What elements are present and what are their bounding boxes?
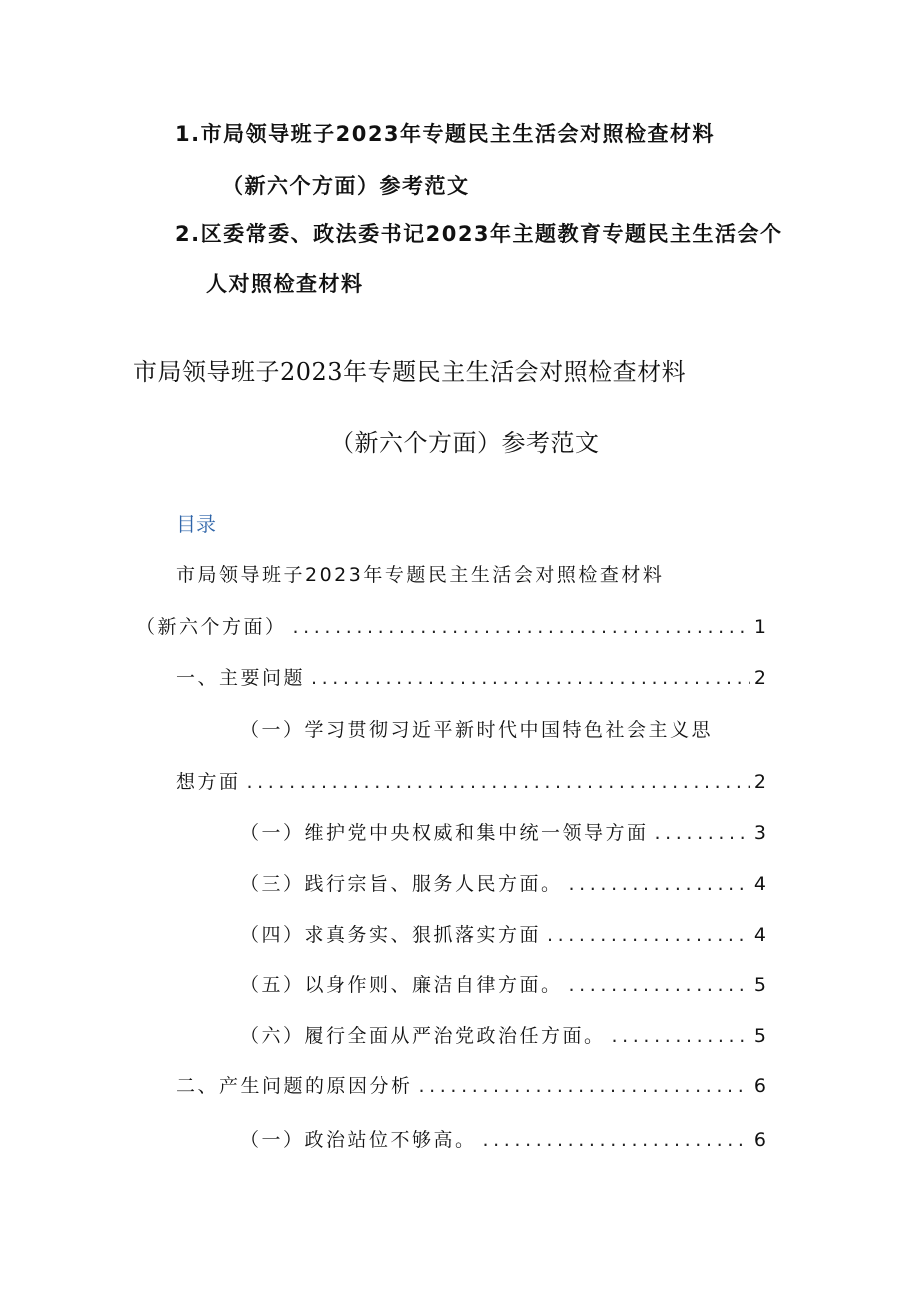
toc-entry-text: （四）求真务实、狠抓落实方面	[240, 924, 542, 946]
toc-entry-text: （五）以身作则、廉洁自律方面。	[240, 974, 563, 996]
contents-item-2-continued: 人对照检查材料	[206, 272, 364, 296]
toc-entry-6[interactable]	[240, 920, 766, 947]
toc-entry-2[interactable]	[176, 663, 766, 690]
toc-entry-3[interactable]	[176, 767, 766, 794]
toc-page-number: 6	[753, 1129, 766, 1151]
contents-item-1[interactable]	[175, 118, 715, 148]
toc-page-number: 5	[753, 1025, 766, 1047]
toc-entry-8[interactable]	[240, 1021, 766, 1048]
toc-heading: 目录	[176, 512, 216, 536]
toc-page-number: 5	[753, 974, 766, 996]
contents-item-text: 市局领导班子2023年专题民主生活会对照检查材料	[200, 122, 716, 146]
toc-dot-leader	[483, 1129, 750, 1151]
toc-entry-text: 一、主要问题	[176, 667, 306, 689]
toc-entry-1[interactable]	[136, 612, 766, 639]
toc-dot-leader	[569, 974, 750, 996]
toc-page-number: 4	[753, 873, 766, 895]
toc-dot-leader	[247, 771, 750, 793]
toc-entry-text: 二、产生问题的原因分析	[176, 1075, 413, 1097]
toc-page-number: 2	[753, 667, 766, 689]
toc-entry-9[interactable]	[176, 1071, 766, 1098]
contents-item-text: 区委常委、政法委书记2023年主题教育专题民主生活会个	[200, 222, 783, 246]
toc-entry-text: （一）维护党中央权威和集中统一领导方面	[240, 822, 649, 844]
toc-dot-leader	[419, 1075, 750, 1097]
toc-entry-text: （六）履行全面从严治党政治任方面。	[240, 1025, 606, 1047]
contents-item-number: 1.	[175, 122, 201, 146]
toc-page-number: 2	[753, 771, 766, 793]
document-title-line-2: （新六个方面）参考范文	[330, 429, 600, 457]
toc-page-number: 3	[753, 822, 766, 844]
toc-entry-text: （一）政治站位不够高。	[240, 1129, 477, 1151]
toc-page-number: 4	[753, 924, 766, 946]
toc-dot-leader	[655, 822, 750, 844]
toc-page-number: 6	[753, 1075, 766, 1097]
toc-entry-3-line-1[interactable]: （一）学习贯彻习近平新时代中国特色社会主义思	[240, 719, 714, 741]
contents-item-number: 2.	[175, 222, 201, 246]
toc-entry-text: （三）践行宗旨、服务人民方面。	[240, 873, 563, 895]
toc-entry-text: （新六个方面）	[136, 616, 287, 638]
contents-item-2[interactable]	[175, 218, 783, 248]
toc-entry-10[interactable]	[240, 1125, 766, 1152]
toc-dot-leader	[569, 873, 750, 895]
toc-entry-text: 想方面	[176, 771, 241, 793]
toc-dot-leader	[311, 667, 750, 689]
toc-dot-leader	[293, 616, 750, 638]
toc-dot-leader	[547, 924, 750, 946]
document-title-line-1: 市局领导班子2023年专题民主生活会对照检查材料	[133, 358, 687, 386]
toc-entry-4[interactable]	[240, 818, 766, 845]
toc-entry-7[interactable]	[240, 970, 766, 997]
toc-page-number: 1	[753, 616, 766, 638]
toc-dot-leader	[612, 1025, 750, 1047]
toc-entry-1-line-1[interactable]: 市局领导班子2023年专题民主生活会对照检查材料	[176, 564, 665, 586]
toc-entry-5[interactable]	[240, 869, 766, 896]
contents-item-1-continued: （新六个方面）参考范文	[222, 174, 470, 198]
